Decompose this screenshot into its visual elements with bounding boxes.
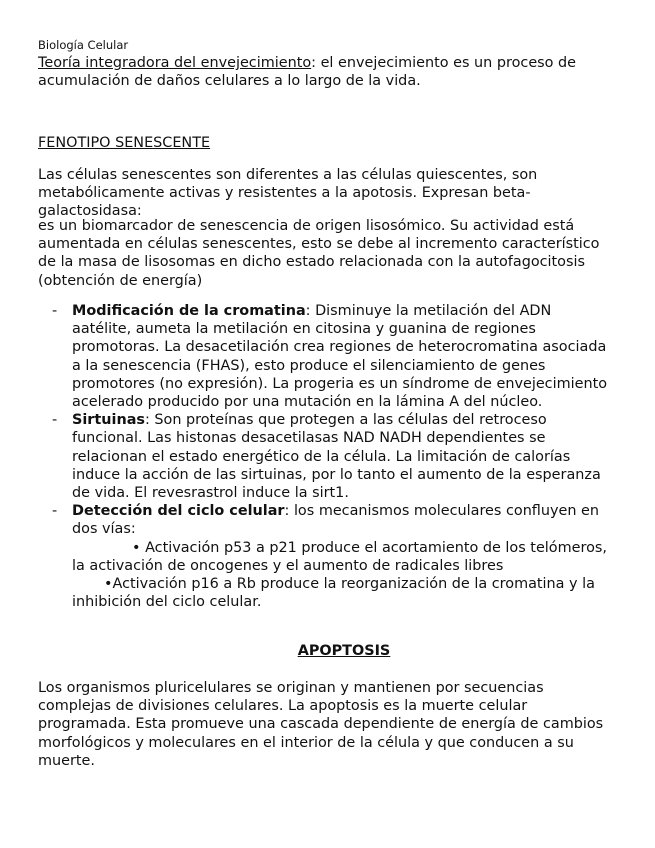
sirtuinas-term: Sirtuinas [72, 412, 145, 429]
cromatina-text: : Disminuye la metilación del ADN aatélite, aumeta la metilación en citosina y guanina de regiones promotoras. La desacetilación crea regiones de heterocromatina asociada a la senescencia (FHAS), esto produce el silenciamiento de genes promotores (no expresión). La progeria es un síndrome de envejecimiento acelerado producido por una mutación en la lámina A del núcleo. [72, 303, 608, 411]
apoptosis-heading: APOPTOSIS [297, 643, 391, 659]
intro-term: Teoría integradora del envejecimiento [38, 55, 312, 71]
sirtuinas-text: : Son proteínas que protegen a las células del retroceso funcional. Las histonas desacetilasas NAD NADH dependientes se relacionan el estado energético de la célula. La limitación de calorías induce la acción de las sirtuinas, por lo tanto el aumento de la esperanza de vida. El revesrastrol induce la sirt1. [72, 412, 601, 502]
fenotipo-paragraph-2: es un biomarcador de senescencia de origen lisosómico. Su actividad está aumentada en células senescentes, esto se debe al incremento característico de la masa de lisosomas en dicho estado relacionada con la autofagocitosis (obtención de energía) [38, 218, 600, 289]
list-item-cromatina [52, 302, 612, 411]
list-item-sirtuinas [52, 411, 612, 502]
intro-text: : el envejecimiento es un proceso de acumulación de daños celulares a lo largo de la vida. [38, 55, 577, 90]
cromatina-term: Modificación de la cromatina [72, 303, 306, 319]
ciclo-bullet-p53: • Activación p53 a p21 produce el acortamiento de los telómeros, la activación de oncogenes y el aumento de radicales libres [72, 539, 607, 574]
list-dash: - [52, 503, 58, 520]
document-header: Biología Celular [38, 38, 129, 52]
list-item-ciclo [52, 502, 612, 611]
list-dash: - [52, 412, 58, 429]
apoptosis-paragraph: Los organismos pluricelulares se originan y mantienen por secuencias complejas de divisiones celulares. La apoptosis es la muerte celular programada. Esta promueve una cascada dependiente de energía de cambios morfológicos y moleculares en el interior de la célula y que conducen a su muerte. [38, 680, 604, 769]
mechanism-list [52, 302, 612, 611]
list-dash: - [52, 303, 58, 319]
ciclo-bullet-p16: •Activación p16 a Rb produce la reorganización de la cromatina y la inhibición del ciclo celular. [72, 576, 595, 611]
fenotipo-heading: FENOTIPO SENESCENTE [38, 135, 211, 151]
ciclo-text: : los mecanismos moleculares confluyen en dos vías: [72, 503, 600, 538]
intro-paragraph [38, 54, 613, 90]
fenotipo-paragraph-1: Las células senescentes son diferentes a las células quiescentes, son metabólicamente activas y resistentes a la apotosis. Expresan beta-galactosidasa: [38, 167, 538, 220]
ciclo-term: Detección del ciclo celular [72, 503, 285, 520]
